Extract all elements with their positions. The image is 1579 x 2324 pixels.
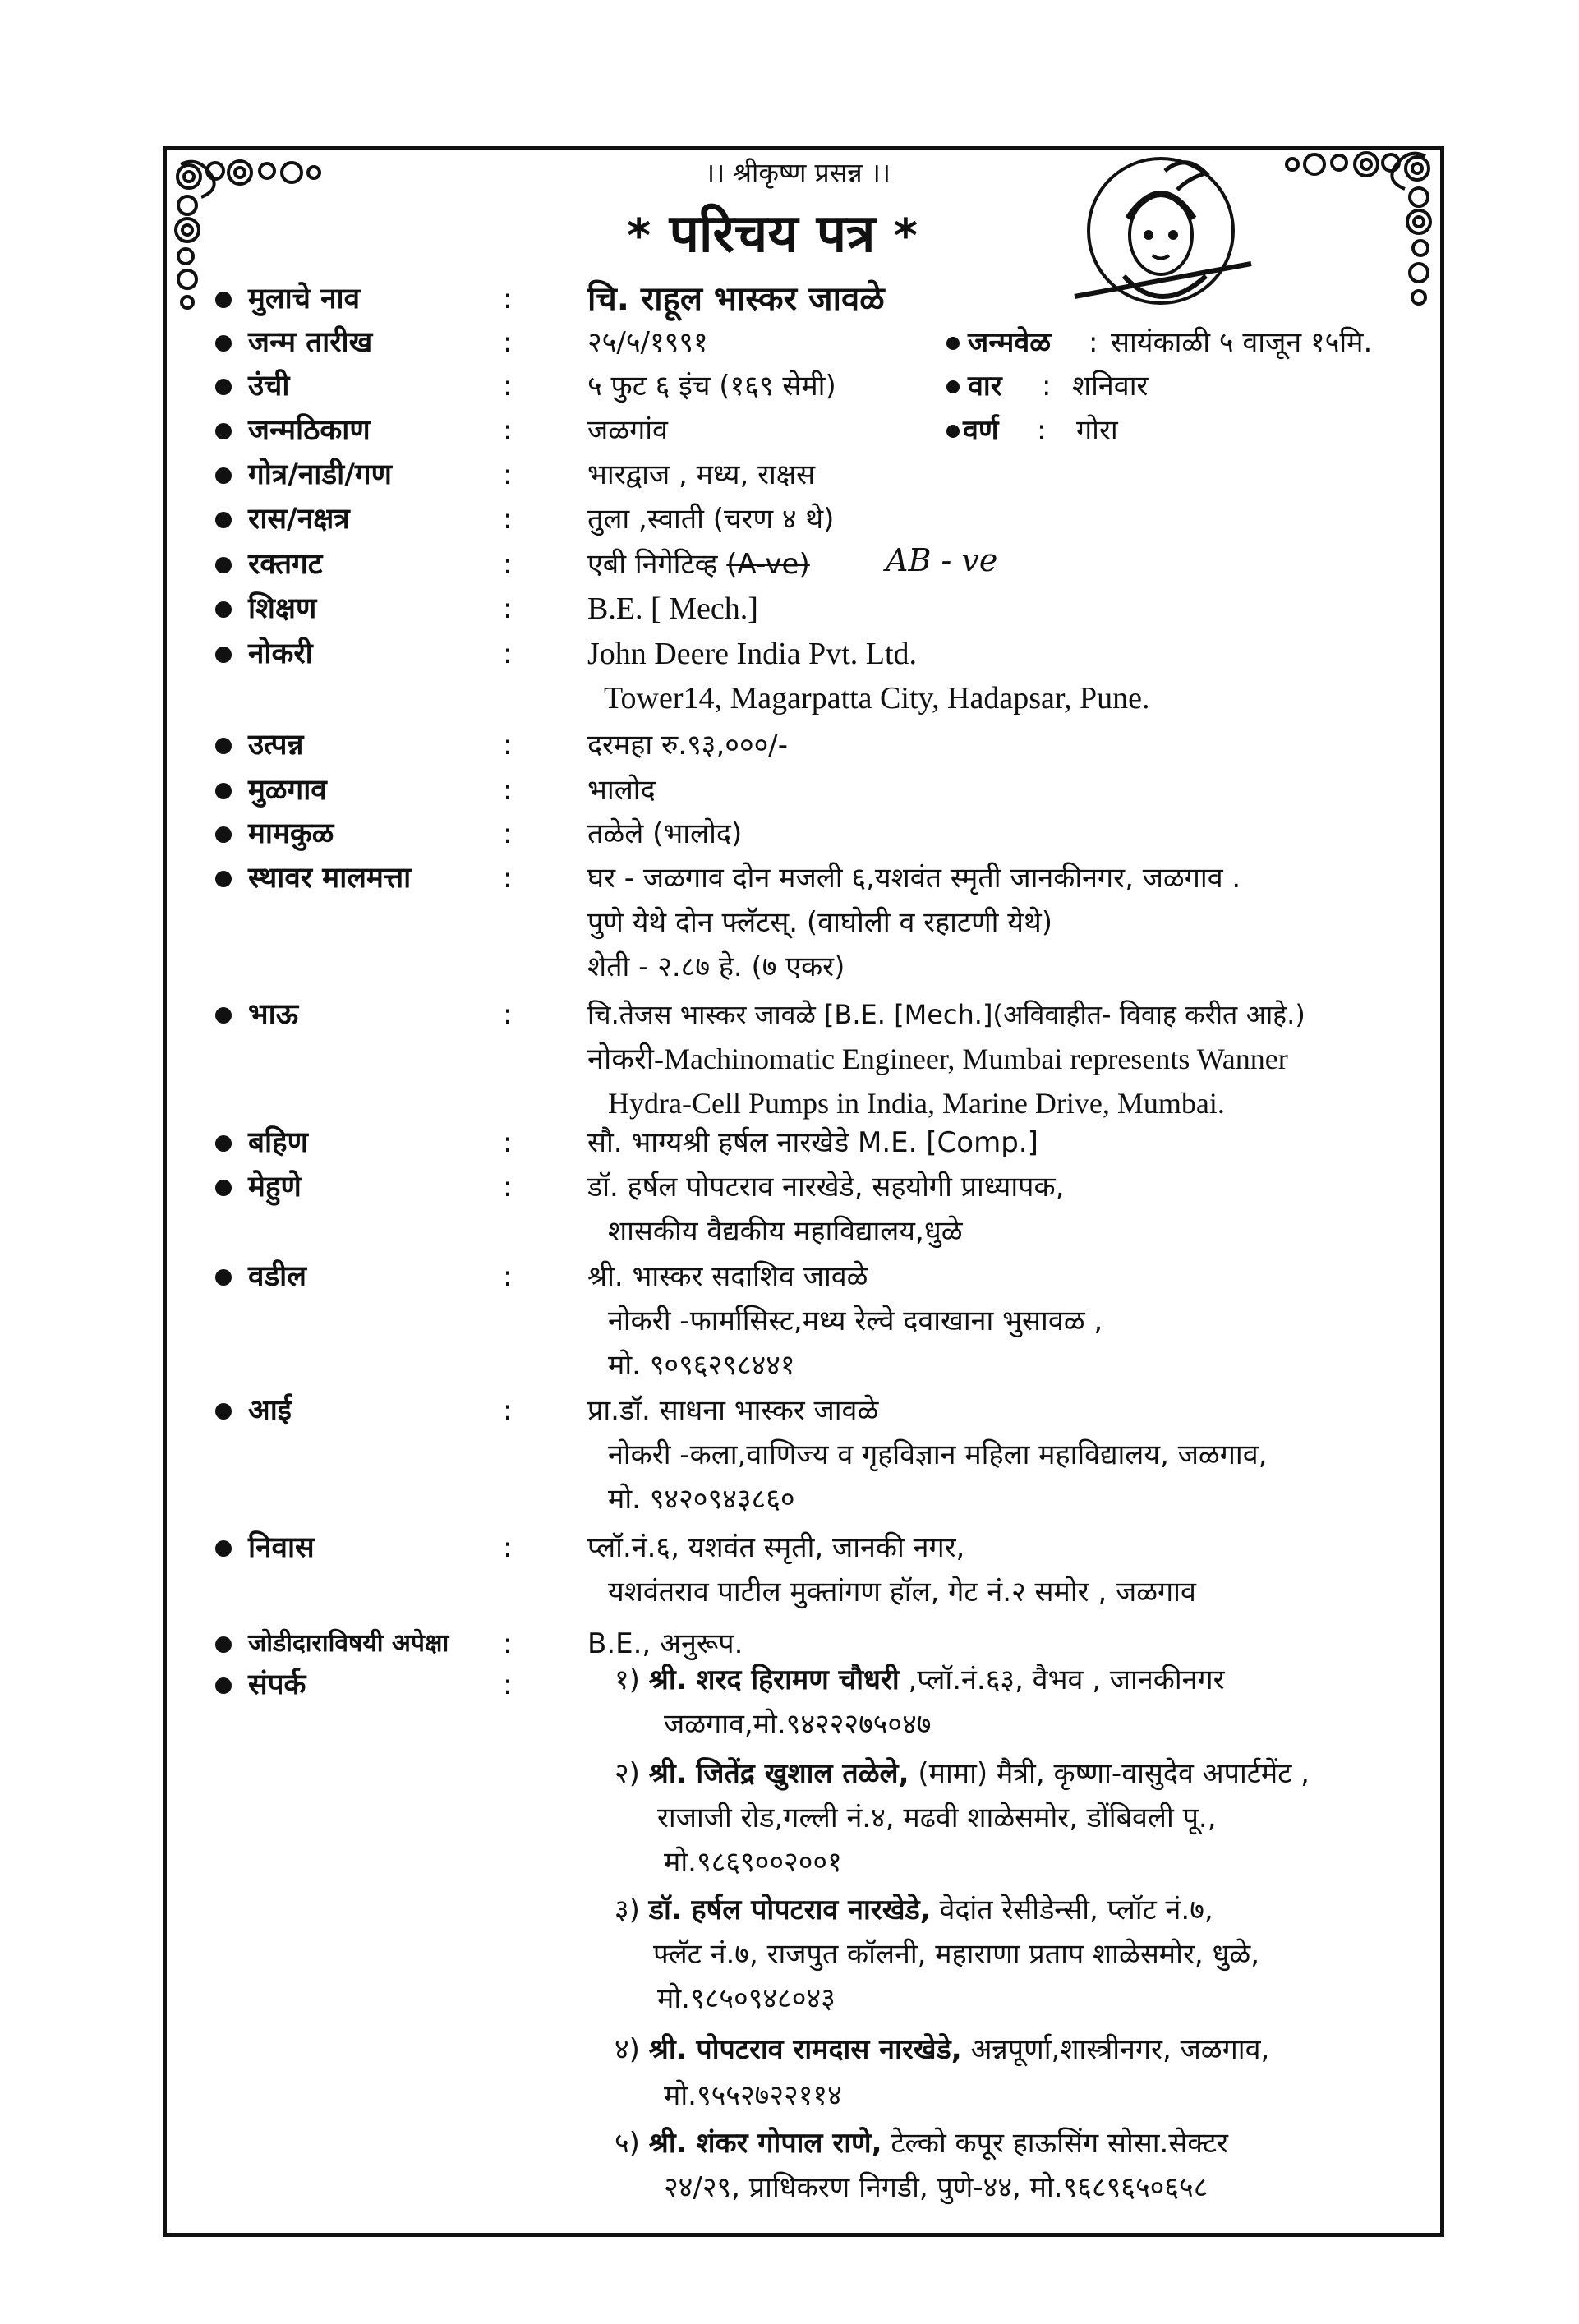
contact-1-line2: जळगाव,मो.९४२२२७५०४७ [664,1708,932,1741]
job-line2: Tower14, Magarpatta City, Hadapsar, Pune. [604,681,1150,716]
colon: : [503,592,513,625]
bullet-icon [215,826,232,843]
expectation-label: जोडीदाराविषयी अपेक्षा [248,1629,449,1658]
father-line1: श्री. भास्कर सदाशिव जावळे [587,1260,868,1293]
colon: : [503,1668,513,1701]
contact-5-rest: टेल्को कपूर हाऊसिंग सोसा.सेक्टर [891,2127,1228,2160]
colon: : [503,1126,513,1159]
contact-3-line2: फ्लॅट नं.७, राजपुत कॉलनी, महाराणा प्रताप शाळेसमोर, धुळे, [653,1938,1260,1971]
blood-group-label: रक्तगट [248,548,323,581]
contact-5-name: श्री. शंकर गोपाल राणे, [648,2127,882,2160]
birth-place-label: जन्मठिकाण [248,414,371,447]
bullet-icon [946,380,960,393]
contact-1-line1 [615,1658,1225,1702]
brother-label: भाऊ [248,998,299,1031]
residence-line2: यशवंतराव पाटील मुक्तांगण हॉल, गेट नं.२ समोर , जळगाव [608,1576,1196,1608]
native-value: भालोद [587,774,656,807]
sister-label: बहिण [248,1126,308,1159]
property-line3: शेती - २.८७ हे. (७ एकर) [587,950,845,983]
contact-2-line1 [615,1751,1310,1796]
contact-4-line2: मो.९५५२७२२११४ [664,2079,842,2112]
row-brother-in-law [0,1165,1579,1255]
title-star-right: * [893,209,918,263]
contact-2-line2: राजाजी रोड,गल्ली नं.४, मढवी शाळेसमोर, डोंबिवली पू., [657,1802,1217,1834]
bullet-icon [215,738,232,754]
rashi-label: रास/नक्षत्र [248,503,350,536]
bullet-icon [215,1269,232,1286]
colon: : [503,326,513,359]
day-label: वार [968,370,1002,403]
contact-3-line1 [615,1888,1213,1932]
brother-in-law-line2: शासकीय वैद्यकीय महाविद्यालय,धुळे [608,1215,963,1248]
bullet-icon [215,379,232,395]
birth-place-value: जळगांव [587,414,668,447]
bullet-icon [215,335,232,352]
income-label: उत्पन्न [248,729,304,762]
invocation-text: ।। श्रीकृष्ण प्रसन्न ।। [704,157,891,188]
colon: : [503,283,513,315]
residence-line1: प्लॉ.नं.६, यशवंत स्मृती, जानकी नगर, [587,1531,965,1564]
bullet-icon [946,425,960,438]
colon: : [503,1627,513,1660]
row-birth-date [0,320,1579,370]
father-line2: नोकरी -फार्मासिस्ट,मध्य रेल्वे दवाखाना भुसावळ , [608,1305,1103,1337]
birth-date-label: जन्म तारीख [248,326,373,359]
contact-5-num: ५) [615,2127,640,2160]
colon: : [503,1171,513,1203]
colon: : [503,774,513,807]
bullet-icon [215,423,232,439]
colon: : [503,729,513,762]
row-property [0,856,1579,992]
bullet-icon [215,467,232,484]
income-value: दरमहा रु.९३,०००/- [587,729,789,762]
row-mother [0,1388,1579,1524]
contact-1-name: श्री. शरद हिरामण चौधरी [648,1664,900,1696]
bullet-icon [215,1180,232,1196]
row-income [0,723,1579,772]
colon: : [503,1260,513,1293]
contact-5-line1 [615,2121,1228,2165]
bullet-icon [215,292,232,308]
row-brother [0,992,1579,1128]
contact-label: संपर्क [248,1668,306,1701]
blood-group-handwritten: AB - ve [886,542,998,578]
colon: : [503,637,513,670]
bullet-icon [215,1403,232,1420]
contact-5-line2: २४/२९, प्राधिकरण निगडी, पुणे-४४, मो.९६८९६५०६५८ [664,2171,1208,2204]
bullet-icon [215,1677,232,1694]
colon: : [503,548,513,581]
row-job [0,632,1579,722]
bullet-icon [215,1007,232,1024]
colon: : [1042,370,1052,403]
contact-1-num: १) [615,1664,640,1696]
maternal-label: मामकुळ [248,817,334,850]
complexion-label: वर्ण [963,414,999,447]
height-label: उंची [248,370,290,403]
education-label: शिक्षण [248,592,317,625]
father-label: वडील [248,1260,306,1293]
colon: : [1089,326,1098,359]
title-star-left: * [627,209,651,263]
row-residence [0,1526,1579,1616]
contact-3-name: डॉ. हर्षल पोपटराव नारखेडे, [648,1894,931,1926]
property-line1: घर - जळगाव दोन मजली ६,यशवंत स्मृती जानकीनगर, जळगाव . [587,862,1241,895]
job-line1: John Deere India Pvt. Ltd. [587,637,918,671]
colon: : [1037,414,1047,447]
contact-4-line1 [615,2027,1269,2072]
name-label: मुलाचे नाव [248,283,361,315]
row-height [0,364,1579,413]
brother-in-law-line1: डॉ. हर्षल पोपटराव नारखेडे, सहयोगी प्राध्यापक, [587,1171,1065,1203]
contact-4-name: श्री. पोपटराव रामदास नारखेडे, [648,2033,962,2066]
blood-group-struck: (A-ve) [726,548,810,581]
contact-4-num: ४) [615,2033,640,2066]
height-value: ५ फुट ६ इंच (१६९ सेमी) [587,370,836,403]
page-title [575,196,969,267]
birth-time-value: सायंकाळी ५ वाजून १५मि. [1111,326,1373,359]
contact-1-rest: ,प्लॉ.नं.६३, वैभव , जानकीनगर [908,1664,1225,1696]
job-label: नोकरी [248,637,313,670]
bullet-icon [215,647,232,663]
title-text: परिचय पत्र [669,204,876,265]
contact-2-name: श्री. जितेंद्र खुशाल तळेले, [648,1757,909,1790]
property-label: स्थावर मालमत्ता [248,862,412,895]
colon: : [503,503,513,536]
row-birth-place [0,408,1579,458]
bullet-icon [946,337,960,350]
contact-3-num: ३) [615,1894,640,1926]
birth-time-label: जन्मवेळ [968,326,1052,359]
colon: : [503,458,513,491]
bullet-icon [215,1135,232,1152]
row-education [0,587,1579,636]
row-rashi [0,497,1579,546]
contact-2-line3: मो.९८६९००२००१ [664,1846,842,1879]
blood-group-value [587,542,810,587]
contact-3-rest: वेदांत रेसीडेन्सी, प्लॉट नं.७, [939,1894,1213,1926]
contact-2-num: २) [615,1757,640,1790]
colon: : [503,817,513,850]
mother-line3: मो. ९४२०९४३८६० [608,1483,795,1516]
birth-date-value: २५/५/१९९१ [587,326,708,359]
brother-line3: Hydra-Cell Pumps in India, Marine Drive, Mumbai. [608,1087,1225,1120]
row-native [0,768,1579,817]
rashi-value: तुला ,स्वाती (चरण ४ थे) [587,503,835,536]
contact-4-rest: अन्नपूर्णा,शास्त्रीनगर, जळगाव, [970,2033,1270,2066]
row-blood-group [0,542,1579,591]
bullet-icon [215,1636,232,1653]
bullet-icon [215,871,232,887]
contact-2-rest: (मामा) मैत्री, कृष्णा-वासुदेव अपार्टमेंट , [918,1757,1310,1790]
bullet-icon [215,512,232,528]
brother-line1: चि.तेजस भास्कर जावळे [B.E. [Mech.](अविवाहीत- विवाह करीत आहे.) [587,999,1305,1030]
row-sister [0,1121,1579,1170]
contact-3-line3: मो.९८५०९४८०४३ [657,1982,836,2015]
complexion-value: गोरा [1076,414,1118,447]
father-line3: मो. ९०९६२९८४४१ [608,1349,795,1382]
row-father [0,1254,1579,1390]
bullet-icon [215,601,232,618]
colon: : [503,1394,513,1427]
education-value: B.E. [ Mech.] [587,591,758,626]
gotra-label: गोत्र/नाडी/गण [248,458,392,491]
property-line2: पुणे येथे दोन फ्लॅटस्. (वाघोली व रहाटणी येथे) [587,906,1052,939]
bullet-icon [215,557,232,573]
gotra-value: भारद्वाज , मध्य, राक्षस [587,458,816,491]
bullet-icon [215,1540,232,1557]
brother-in-law-label: मेहुणे [248,1171,302,1203]
mother-label: आई [248,1394,292,1427]
colon: : [503,370,513,403]
brother-line2: नोकरी-Machinomatic Engineer, Mumbai represents Wanner [587,1042,1288,1075]
blood-group-text: एबी निगेटिव्ह [587,548,718,581]
name-value: चि. राहूल भास्कर जावळे [587,280,885,318]
colon: : [503,862,513,895]
row-maternal [0,812,1579,861]
expectation-value: B.E., अनुरूप. [587,1627,743,1660]
maternal-value: तळेले (भालोद) [587,817,743,850]
row-gotra [0,453,1579,502]
colon: : [503,998,513,1031]
mother-line1: प्रा.डॉ. साधना भास्कर जावळे [587,1394,879,1427]
colon: : [503,414,513,447]
residence-label: निवास [248,1531,315,1564]
colon: : [503,1531,513,1564]
native-label: मुळगाव [248,774,327,807]
row-name [0,277,1579,326]
day-value: शनिवार [1072,370,1149,403]
sister-value: सौ. भाग्यश्री हर्षल नारखेडे M.E. [Comp.] [587,1126,1038,1159]
mother-line2: नोकरी -कला,वाणिज्य व गृहविज्ञान महिला महाविद्यालय, जळगाव, [608,1438,1268,1471]
bullet-icon [215,783,232,799]
